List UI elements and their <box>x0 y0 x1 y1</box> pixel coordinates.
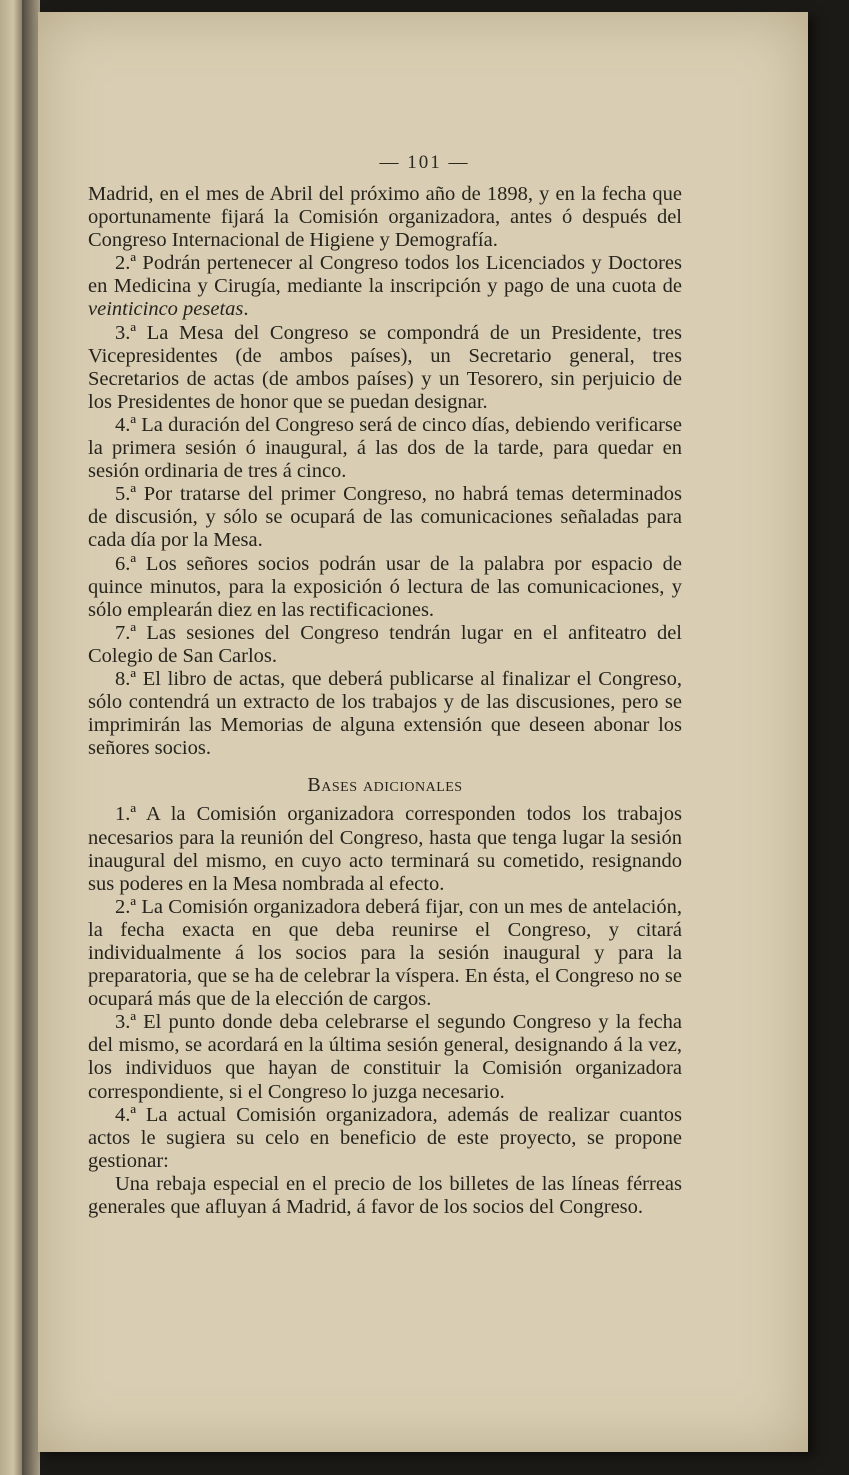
paragraph <box>88 252 682 321</box>
paragraph: 4.ª La duración del Congreso será de cinco días, debiendo verificarse la primera sesión ó inaugural, á las dos de la tarde, para quedar en sesión ordinaria de tres á cinco. <box>88 413 682 483</box>
paragraph: Una rebaja especial en el precio de los billetes de las líneas férreas generales que afluyan á Madrid, á favor de los socios del Congreso. <box>88 1172 682 1219</box>
paragraph: Madrid, en el mes de Abril del próximo año de 1898, y en la fecha que oportunamente fijará la Comisión organizadora, antes ó después del Congreso Internacional de Higiene y Demografía. <box>88 183 682 252</box>
previous-page-edge <box>0 0 22 1475</box>
text-run: . <box>243 298 249 321</box>
section-heading: Bases adicionales <box>307 774 463 797</box>
paragraph: 5.ª Por tratarse del primer Congreso, no habrá temas determinados de discusión, y sólo se ocupará de las comunicaciones señaladas para cada día por la Mesa. <box>88 483 682 552</box>
page-text <box>88 183 682 1219</box>
paragraph: 1.ª A la Comisión organizadora corresponden todos los trabajos necesarios para la reunión del Congreso, hasta que tenga lugar la sesión inaugural del mismo, en cuyo acto terminará su cometido, resignando sus poderes en la Mesa nombrada al efecto. <box>88 803 682 895</box>
page-number: — 101 — <box>379 152 470 173</box>
paragraph: 3.ª La Mesa del Congreso se compondrá de un Presidente, tres Vicepresidentes (de ambos países), un Secretario general, tres Secretarios de actas (de ambos países) y un Tesorero, sin perjuicio de los Presidentes de honor que se puedan designar. <box>88 321 682 413</box>
text-run: 2.ª Podrán pertenecer al Congreso todos los Licenciados y Doctores en Medicina y Cirugía, mediante la inscripción y pago de una cuota de <box>88 252 682 298</box>
paragraph: 3.ª El punto donde deba celebrarse el segundo Congreso y la fecha del mismo, se acordará en la última sesión general, designando á la vez, los individuos que hayan de constituir la Comisión organizadora correspondiente, si el Congreso lo juzga necesario. <box>88 1011 682 1103</box>
paragraph: 4.ª La actual Comisión organizadora, además de realizar cuantos actos le sugiera su celo en beneficio de este proyecto, se propone gestionar: <box>88 1103 682 1172</box>
paragraph: 7.ª Las sesiones del Congreso tendrán lugar en el anfiteatro del Colegio de San Carlos. <box>88 621 682 667</box>
emphasis: veinticinco pesetas <box>88 298 244 321</box>
paragraph: 2.ª La Comisión organizadora deberá fijar, con un mes de antelación, la fecha exacta en que deba reunirse el Congreso, y citará individualmente á los socios para la sesión inaugural y para la preparatoria, que se ha de celebrar la víspera. En ésta, el Congreso no se ocupará más que de la elección de cargos. <box>88 895 682 1011</box>
paragraph: 6.ª Los señores socios podrán usar de la palabra por espacio de quince minutos, para la exposición ó lectura de las comunicaciones, y sólo emplearán diez en las rectificaciones. <box>88 552 682 621</box>
paragraph: 8.ª El libro de actas, que deberá publicarse al finalizar el Congreso, sólo contendrá un extracto de los trabajos y de las discusiones, pero se imprimirán las Memorias de alguna extensión que deseen abonar los señores socios. <box>88 667 682 760</box>
